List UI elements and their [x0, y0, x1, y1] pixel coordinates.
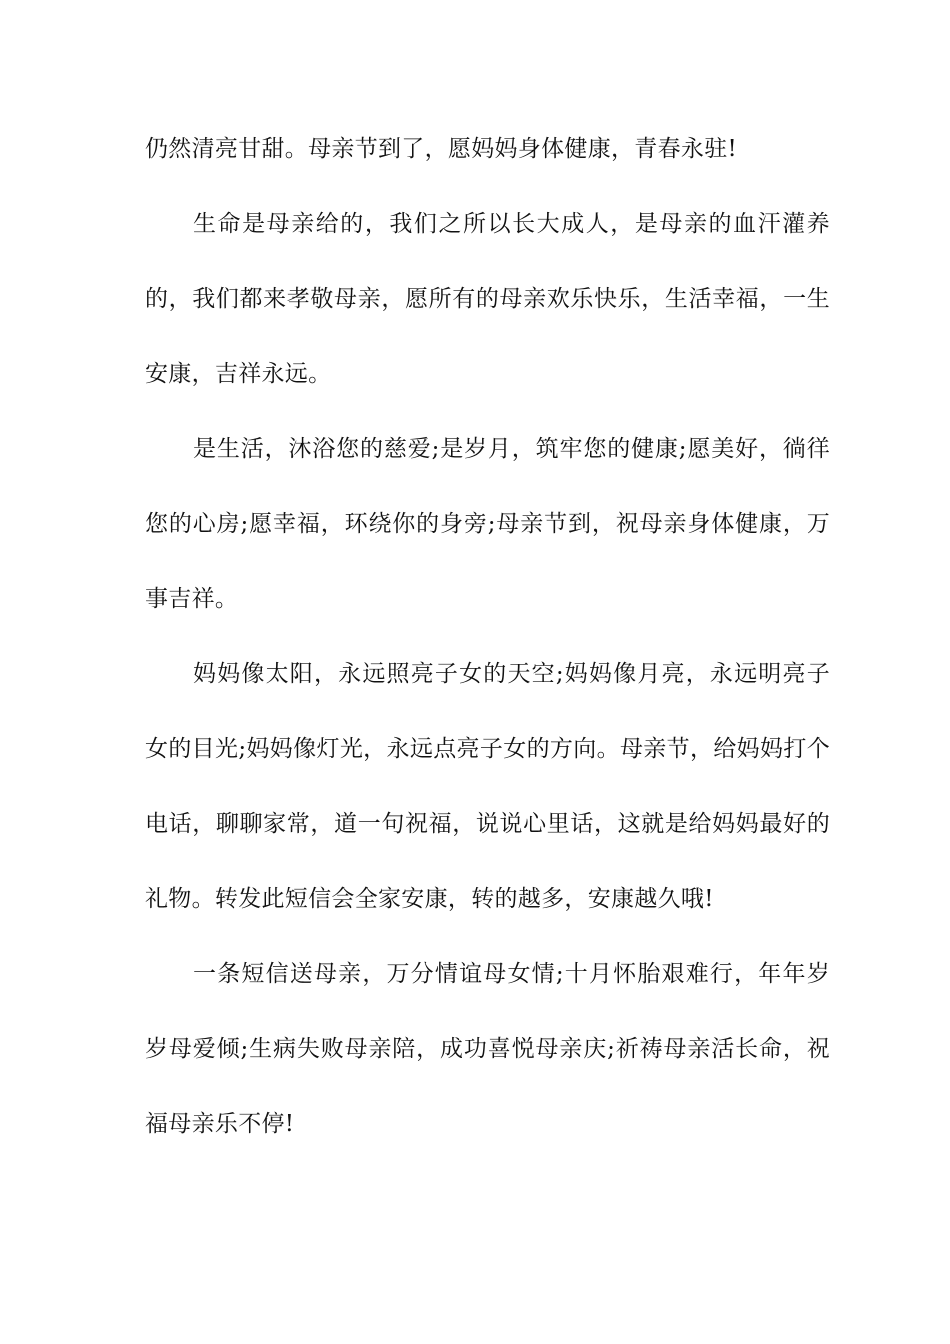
- paragraph: 妈妈像太阳，永远照亮子女的天空;妈妈像月亮，永远明亮子女的目光;妈妈像灯光，永远点亮子女的方向。母亲节，给妈妈打个电话，聊聊家常，道一句祝福，说说心里话，这就是给妈妈最好的礼物。转发此短信会全家安康，转的越多，安康越久哦!: [145, 661, 830, 912]
- paragraph: 生命是母亲给的，我们之所以长大成人，是母亲的血汗灌养的，我们都来孝敬母亲，愿所有的母亲欢乐快乐，生活幸福，一生安康，吉祥永远。: [145, 211, 830, 387]
- paragraph: 一条短信送母亲，万分情谊母女情;十月怀胎艰难行，年年岁岁母爱倾;生病失败母亲陪，成功喜悦母亲庆;祈祷母亲活长命，祝福母亲乐不停!: [145, 961, 830, 1137]
- paragraph: 是生活，沐浴您的慈爱;是岁月，筑牢您的健康;愿美好，徜徉您的心房;愿幸福，环绕你的身旁;母亲节到，祝母亲身体健康，万事吉祥。: [145, 436, 830, 612]
- document-body: [145, 112, 830, 1162]
- paragraph-continued: 仍然清亮甘甜。母亲节到了，愿妈妈身体健康，青春永驻!: [145, 136, 738, 162]
